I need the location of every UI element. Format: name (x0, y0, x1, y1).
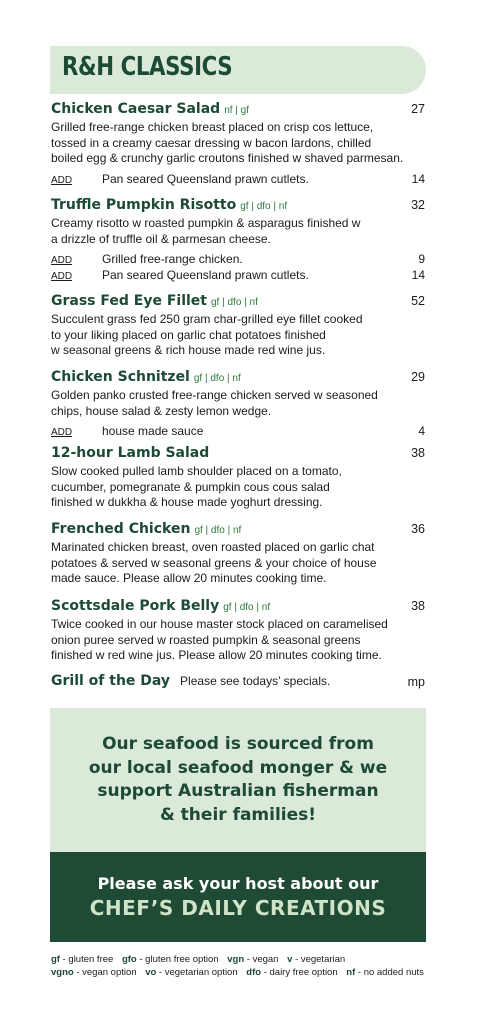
legend-code: vgn (227, 954, 245, 965)
menu-item-price: 32 (411, 198, 425, 212)
seafood-note: Our seafood is sourced from our local seafood monger & we support Australian fisherman & their families! (88, 734, 388, 825)
dietary-tags: gf | dfo | nf (210, 297, 258, 308)
menu-item-price: 38 (411, 599, 425, 613)
menu-item-name: Truffle Pumpkin Risotto (51, 197, 237, 213)
legend-text: - vegetarian option (156, 967, 238, 978)
menu-item-grill-of-the-day (51, 672, 427, 692)
legend-text: - dairy free option (261, 967, 338, 978)
menu-item-name: Frenched Chicken (51, 521, 191, 537)
menu-item-description: Golden panko crusted free-range chicken served w seasoned chips, house salad & zesty lemon wedge. (51, 388, 378, 418)
legend-code: gf (51, 954, 60, 965)
dietary-tags: nf | gf (224, 105, 250, 116)
menu-item-frenched-chicken (51, 520, 427, 587)
dietary-legend-row-2 (51, 967, 451, 978)
dietary-tags: gf | dfo | nf (223, 602, 271, 613)
add-on-price: 9 (418, 252, 425, 266)
add-on-row (51, 172, 427, 187)
menu-item-name: Chicken Schnitzel (51, 369, 190, 385)
menu-item-scottsdale-pork-belly (51, 597, 427, 664)
legend-text: - vegan option (73, 967, 137, 978)
menu-item-name: Grass Fed Eye Fillet (51, 293, 207, 309)
menu-item-12-hour-lamb-salad (51, 444, 427, 511)
legend-text: - vegan (244, 954, 279, 965)
add-on-text: house made sauce (102, 424, 204, 438)
menu-item-chicken-caesar-salad (51, 100, 427, 187)
add-on-label: ADD (51, 255, 73, 266)
add-on-price: 14 (411, 171, 425, 186)
add-on-row (51, 424, 427, 439)
legend-code: nf (346, 967, 356, 978)
section-banner (50, 46, 426, 94)
legend-code: v (287, 954, 293, 965)
menu-item-description: Marinated chicken breast, oven roasted placed on garlic chat potatoes & served w seasonal greens & your choice of house made sauce. Please allow 20 minutes cooking time. (51, 540, 377, 585)
add-on-text: Pan seared Queensland prawn cutlets. (102, 268, 309, 282)
menu-item-price: 36 (411, 522, 425, 536)
menu-item-price: 29 (411, 370, 425, 384)
add-on-text: Pan seared Queensland prawn cutlets. (102, 171, 309, 186)
menu-item-name: Scottsdale Pork Belly (51, 598, 220, 614)
menu-item-description: Grilled free-range chicken breast placed on crisp cos lettuce, tossed in a creamy caesar dressing w bacon lardons, chilled boiled egg & crunchy garlic croutons finished w shaved parmesan. (51, 120, 404, 165)
host-panel (50, 852, 426, 942)
menu-item-description: Creamy risotto w roasted pumpkin & asparagus finished w a drizzle of truffle oil & parmesan cheese. (51, 216, 361, 246)
menu-item-price: 52 (411, 294, 425, 308)
legend-code: dfo (246, 967, 262, 978)
chefs-daily-creations: CHEF’S DAILY CREATIONS (89, 896, 387, 920)
menu-item-name: 12-hour Lamb Salad (51, 445, 210, 461)
legend-text: - gluten free option (136, 954, 219, 965)
menu-item-price: 27 (411, 102, 425, 116)
menu-item-description: Succulent grass fed 250 gram char-grilled eye fillet cooked to your liking placed on garlic chat potatoes finished w seasonal greens & rich house made red wine jus. (51, 312, 363, 357)
legend-text: - no added nuts (355, 967, 424, 978)
add-on-label: ADD (51, 271, 73, 282)
add-on-label: ADD (51, 174, 73, 186)
legend-text: - vegetarian (292, 954, 346, 965)
add-on-text: Grilled free-range chicken. (102, 252, 243, 266)
dietary-legend-row-1 (51, 954, 451, 965)
menu-item-name: Grill of the Day (51, 673, 171, 689)
add-on-row (51, 268, 427, 283)
menu-item-chicken-schnitzel (51, 368, 427, 439)
menu-item-note: Please see todays’ specials. (180, 674, 331, 688)
menu-item-grass-fed-eye-fillet (51, 292, 427, 359)
add-on-price: 14 (411, 268, 425, 282)
legend-code: gfo (121, 954, 137, 965)
add-on-row (51, 252, 427, 267)
legend-code: vo (145, 967, 157, 978)
dietary-tags: gf | dfo | nf (194, 525, 242, 536)
add-on-label: ADD (51, 427, 73, 438)
add-on-price: 4 (418, 424, 425, 438)
menu-item-price: mp (407, 675, 425, 689)
dietary-tags: gf | dfo | nf (240, 201, 288, 212)
menu-item-name: Chicken Caesar Salad (51, 101, 221, 117)
menu-item-description: Slow cooked pulled lamb shoulder placed on a tomato, cucumber, pomegranate & pumpkin cous cous salad finished w dukkha & house made yoghurt dressing. (51, 464, 342, 509)
host-line-1: Please ask your host about our (97, 874, 379, 893)
seafood-panel (50, 708, 426, 852)
menu-item-price: 38 (411, 446, 425, 460)
menu-item-truffle-pumpkin-risotto (51, 196, 427, 283)
legend-code: vgno (51, 967, 74, 978)
section-title: R&H CLASSICS (62, 52, 233, 82)
menu-item-description: Twice cooked in our house master stock placed on caramelised onion puree served w roasted pumpkin & seasonal greens finished w red wine jus. Please allow 20 minutes cooking time. (51, 617, 388, 662)
dietary-tags: gf | dfo | nf (193, 373, 241, 384)
legend-text: - gluten free (59, 954, 114, 965)
